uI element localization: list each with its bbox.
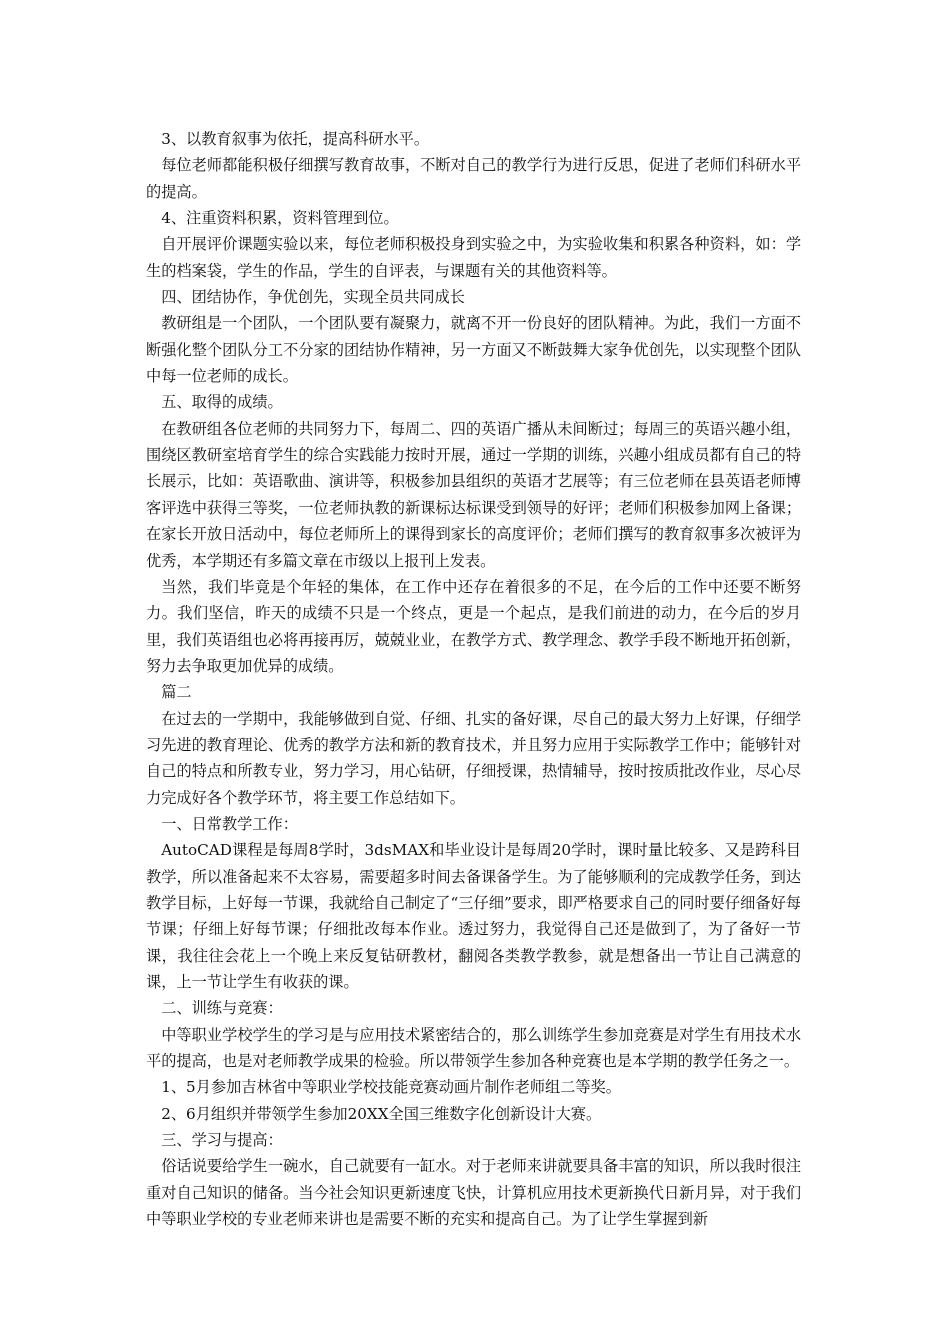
- paragraph-daily-teaching-heading: 一、日常教学工作：: [161, 814, 298, 833]
- paragraph-training-heading: 二、训练与竞赛：: [161, 999, 283, 1018]
- paragraph-award-item-1: 1、5月参加吉林省中等职业学校技能竞赛动画片制作老师组二等奖。: [161, 1078, 621, 1097]
- paragraph-part-two-intro: 在过去的一学期中，我能够做到自觉、仔细、扎实的备好课，尽自己的最大努力上好课，仔细学习先进的教育理论、优秀的教学方法和新的教育技术，并且努力应用于实际教学工作中；能够针对自己的特点和所教专业，努力学习，用心钻研，仔细授课，热情辅导，按时按质批改作业，尽心尽力完成好各个教学环节，将主要工作总结如下。: [146, 709, 801, 807]
- paragraph-teamwork-heading: 四、团结协作，争优创先，实现全员共同成长: [161, 288, 465, 307]
- document-body: [146, 126, 801, 1232]
- paragraph-research-heading: 3、以教育叙事为依托，提高科研水平。: [161, 130, 430, 148]
- paragraph-training-body: 中等职业学校学生的学习是与应用技术紧密结合的，那么训练学生参加竞赛是对学生有用技术水平的提高，也是对老师教学成果的检验。所以带领学生参加各种竞赛也是本学期的教学任务之一。: [146, 1025, 801, 1071]
- paragraph-daily-teaching-body: AutoCAD课程是每周8学时，3dsMAX和毕业设计是每周20学时，课时量比较多、又是跨科目教学，所以准备起来不太容易，需要超多时间去备课备学生。为了能够顺利的完成教学任务，到达教学目标，上好每一节课，我就给自己制定了“三仔细”要求，即严格要求自己的同时要仔细备好每节课；仔细上好每节课；仔细批改每本作业。透过努力，我觉得自己还是做到了，为了备好一节课，我往往会花上一个晚上来反复钻研教材，翻阅各类教学教参，就是想备出一节让自己满意的课，上一节让学生有收获的课。: [146, 841, 801, 991]
- paragraph-learning-heading: 三、学习与提高：: [161, 1131, 283, 1150]
- paragraph-materials-body: 自开展评价课题实验以来，每位老师积极投身到实验之中，为实验收集和积累各种资料，如：学生的档案袋，学生的作品，学生的自评表，与课题有关的其他资料等。: [146, 235, 801, 280]
- paragraph-achievements-body: 在教研组各位老师的共同努力下，每周二、四的英语广播从未间断过；每周三的英语兴趣小组，围绕区教研室培育学生的综合实践能力按时开展，通过一学期的训练，兴趣小组成员都有自己的特长展示，比如：英语歌曲、演讲等，积极参加县组织的英语才艺展等；有三位老师在县英语老师博客评选中获得三等奖，一位老师执教的新课标达标课受到领导的好评；老师们积极参加网上备课；在家长开放日活动中，每位老师所上的课得到家长的高度评价；老师们撰写的教育叙事多次被评为优秀，本学期还有多篇文章在市级以上报刊上发表。: [146, 419, 801, 570]
- paragraph-research-body: 每位老师都能积极仔细撰写教育故事，不断对自己的教学行为进行反思，促进了老师们科研水平的提高。: [146, 156, 801, 201]
- paragraph-award-item-2: 2、6月组织并带领学生参加20XX全国三维数字化创新设计大赛。: [161, 1104, 602, 1123]
- paragraph-conclusion: 当然，我们毕竟是个年轻的集体，在工作中还存在着很多的不足，在今后的工作中还要不断努力。我们坚信，昨天的成绩不只是一个终点，更是一个起点，是我们前进的动力，在今后的岁月里，我们英语组也必将再接再厉，兢兢业业，在教学方式、教学理念、教学手段不断地开拓创新，努力去争取更加优异的成绩。: [146, 577, 801, 675]
- paragraph-learning-body: 俗话说要给学生一碗水，自己就要有一缸水。对于老师来讲就要具备丰富的知识，所以我时很注重对自己知识的储备。当今社会知识更新速度飞快，计算机应用技术更新换代日新月异，对于我们中等职业学校的专业老师来讲也是需要不断的充实和提高自己。为了让学生掌握到新: [146, 1157, 801, 1229]
- section-title-part-two: 篇二: [161, 683, 192, 702]
- paragraph-teamwork-body: 教研组是一个团队，一个团队要有凝聚力，就离不开一份良好的团队精神。为此，我们一方面不断强化整个团队分工不分家的团结协作精神，另一方面又不断鼓舞大家争优创先，以实现整个团队中每一位老师的成长。: [146, 314, 801, 386]
- paragraph-achievements-heading: 五、取得的成绩。: [161, 393, 283, 412]
- paragraph-materials-heading: 4、注重资料积累，资料管理到位。: [161, 209, 399, 228]
